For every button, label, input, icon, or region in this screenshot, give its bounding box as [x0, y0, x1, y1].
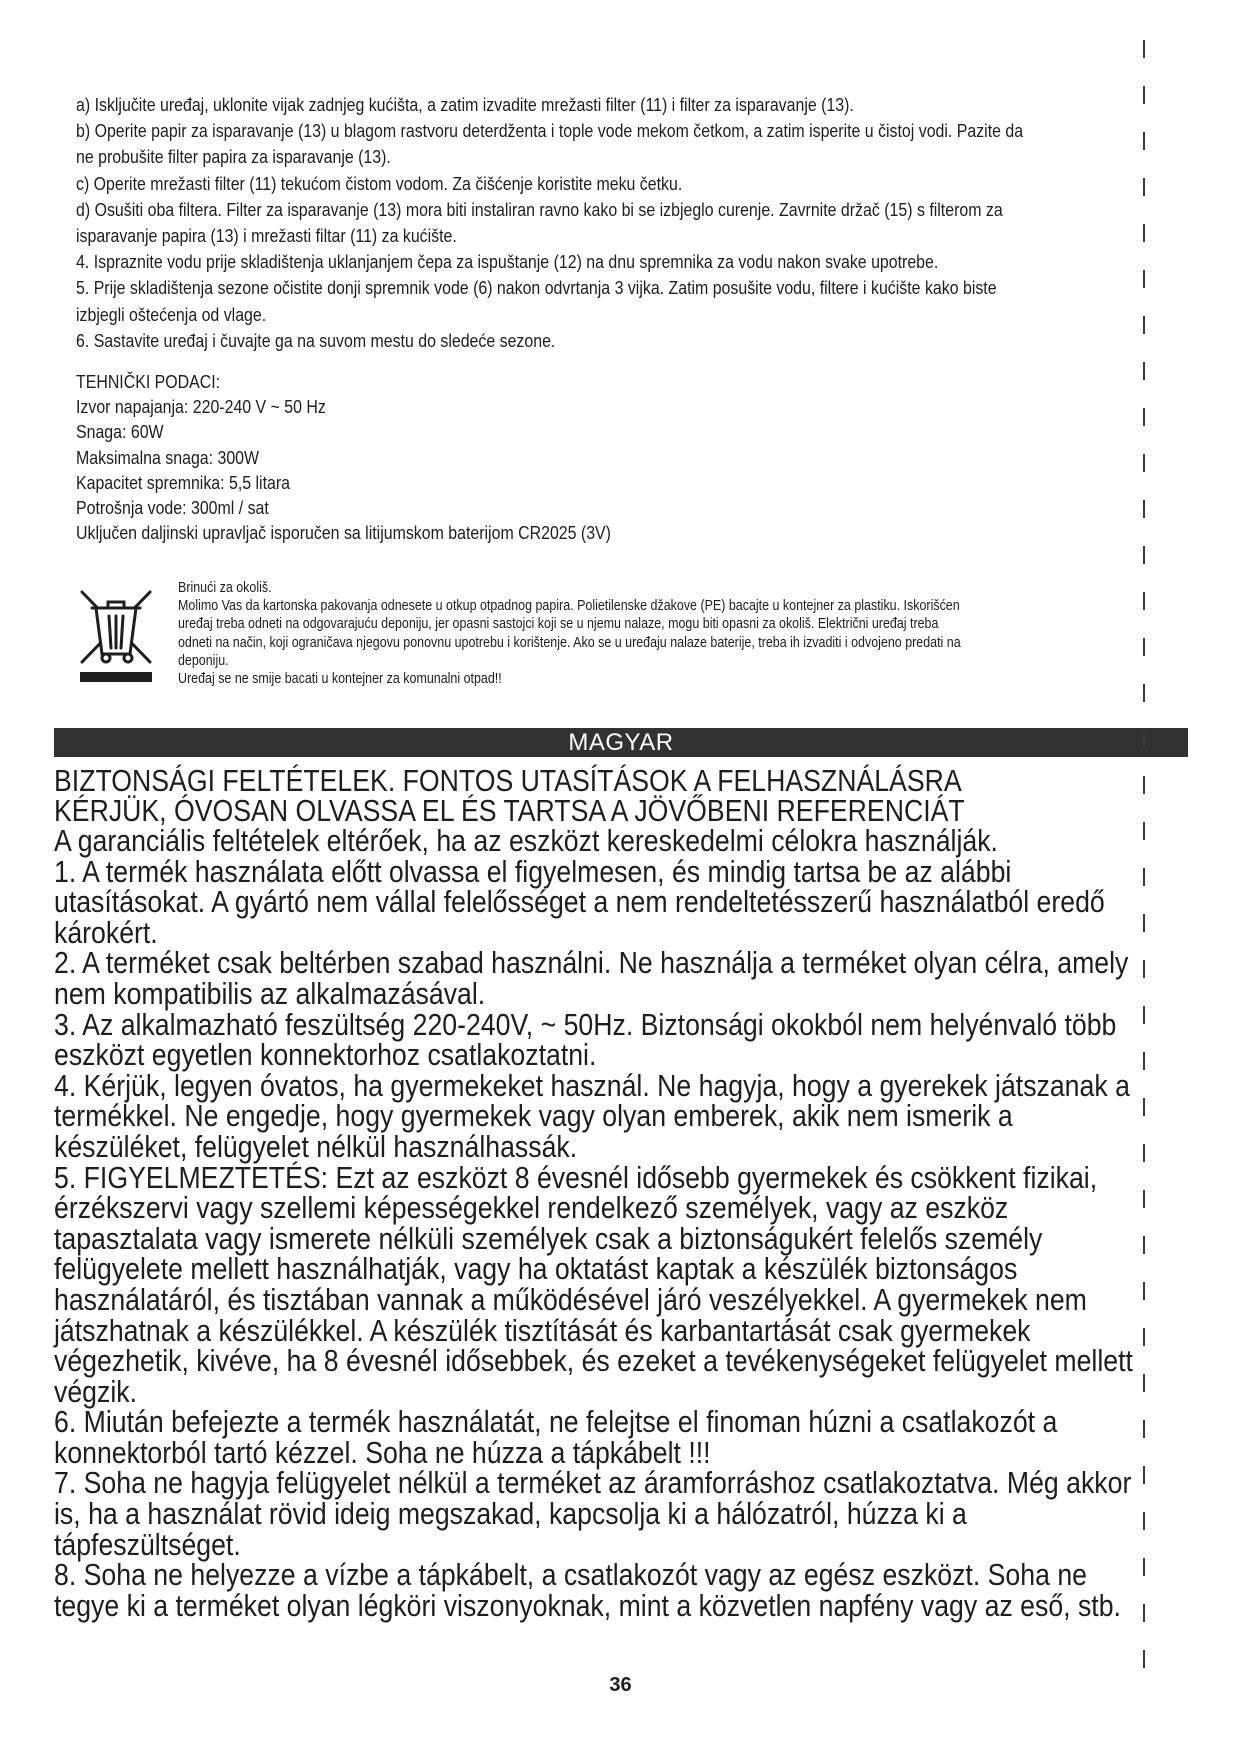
- instruction-d: d) Osušiti oba filtera. Filter za isparavanje (13) mora biti instaliran ravno kako bi se izbjeglo curenje. Zavrnite držač (15) s filterom za isparavanje papira (13) i mrežasti filtar (11) za kućište.: [76, 198, 1003, 247]
- margin-mark: [1143, 454, 1145, 472]
- safety-item-7: 7. Soha ne hagyja felügyelet nélkül a terméket az áramforráshoz csatlakoztatva. Még akkor is, ha a használat rövid ideig megszakad, kapcsolja ki a hálózatról, húzza ki a tápfeszültséget.: [54, 1465, 1132, 1562]
- margin-mark: [1143, 1558, 1145, 1576]
- environment-notice: [178, 579, 1168, 688]
- safety-item-8: 8. Soha ne helyezze a vízbe a tápkábelt, a csatlakozót vagy az egész eszközt. Soha ne tegye ki a terméket olyan légköri viszonyoknak, mint a közvetlen napfény vagy az eső, stb.: [54, 1557, 1121, 1623]
- margin-mark: [1143, 1466, 1145, 1484]
- margin-mark: [1143, 362, 1145, 380]
- crossed-out-wheelie-bin-icon: [76, 588, 156, 688]
- margin-mark: [1143, 592, 1145, 610]
- margin-marks: [1143, 40, 1147, 1710]
- margin-mark: [1143, 1282, 1145, 1300]
- margin-mark: [1143, 132, 1145, 150]
- margin-mark: [1143, 500, 1145, 518]
- margin-mark: [1143, 1328, 1145, 1346]
- margin-mark: [1143, 822, 1145, 840]
- margin-mark: [1143, 730, 1145, 748]
- margin-mark: [1143, 40, 1145, 58]
- instruction-4: 4. Ispraznite vodu prije skladištenja uklanjanjem čepa za ispuštanje (12) na dnu spremnika za vodu nakon svake upotrebe.: [76, 251, 939, 273]
- environment-heading: Brinući za okoliš.: [178, 580, 272, 596]
- margin-mark: [1143, 178, 1145, 196]
- margin-mark: [1143, 960, 1145, 978]
- margin-mark: [1143, 316, 1145, 334]
- margin-mark: [1143, 408, 1145, 426]
- safety-item-2: 2. A terméket csak beltérben szabad használni. Ne használja a terméket olyan célra, amely nem kompatibilis az alkalmazásával.: [54, 945, 1129, 1011]
- language-banner: MAGYAR: [54, 728, 1188, 757]
- spec-remote-battery: Uključen daljinski upravljač isporučen sa litijumskom baterijom CR2025 (3V): [76, 522, 611, 544]
- safety-item-5: 5. FIGYELMEZTETÉS: Ezt az eszközt 8 évesnél idősebb gyermekek és csökkent fizikai, érzékszervi vagy szellemi képességekkel rendelkező személyek, vagy az eszköz tapasztalata vagy ismerete nélküli személyek csak a biztonságukért felelős személy felügyelete mellett használhatják, vagy ha oktatást kaptak a készülék biztonságos használatáról, és tisztában vannak a működésével járó veszélyekkel. A gyermekek nem játszhatnak a készülékkel. A készülék tisztítását és karbantartását csak gyermekek végezhetik, kivéve, ha 8 évesnél idősebbek, és ezeket a tevékenységeket felügyelet mellett végzik.: [54, 1159, 1133, 1409]
- spec-max-power: Maksimalna snaga: 300W: [76, 446, 260, 468]
- cleaning-instructions: [76, 92, 1166, 354]
- margin-mark: [1143, 1052, 1145, 1070]
- instruction-5: 5. Prije skladištenja sezone očistite donji spremnik vode (6) nakon odvrtanja 3 vijka. Zatim posušite vodu, filtere i kućište kako biste izbjegli oštećenja od vlage.: [76, 277, 997, 325]
- specs-heading: TEHNIČKI PODACI:: [76, 371, 221, 392]
- spec-tank-capacity: Kapacitet spremnika: 5,5 litara: [76, 471, 291, 493]
- margin-mark: [1143, 1650, 1145, 1668]
- instruction-b: b) Operite papir za isparavanje (13) u blagom rastvoru deterdženta i tople vode mekom četkom, a zatim isperite u čistoj vodi. Pazite da ne probušite filter papira za isparavanje (13).: [76, 120, 1024, 168]
- margin-mark: [1143, 684, 1145, 702]
- margin-mark: [1143, 546, 1145, 564]
- margin-mark: [1143, 1604, 1145, 1622]
- safety-item-6: 6. Miután befejezte a termék használatát, ne felejtse el finoman húzni a csatlakozót a konnektorból tartó kézzel. Soha ne húzza a tápkábelt !!!: [54, 1404, 1058, 1470]
- instruction-a: a) Isključite uređaj, uklonite vijak zadnjeg kućišta, a zatim izvadite mrežasti filter (11) i filter za isparavanje (13).: [76, 94, 854, 115]
- environment-warning: Uređaj se ne smije bacati u kontejner za komunalni otpad!!: [178, 671, 502, 688]
- safety-item-1: 1. A termék használata előtt olvassa el figyelmesen, és mindig tartsa be az alábbi utasításokat. A gyártó nem vállal felelősséget a nem rendeltetésszerű használatból eredő károkért.: [54, 853, 1105, 950]
- margin-mark: [1143, 1512, 1145, 1530]
- margin-mark: [1143, 1144, 1145, 1162]
- safety-item-4: 4. Kérjük, legyen óvatos, ha gyermekeket használ. Ne hagyja, hogy a gyerekek játszanak a termékkel. Ne engedje, hogy gyermekek vagy olyan emberek, akik nem ismerik a készüléket, felügyelet nélkül használhassák.: [54, 1067, 1130, 1164]
- margin-mark: [1143, 270, 1145, 288]
- environment-body: Molimo Vas da kartonska pakovanja odnesete u otkup otpadnog papira. Polietilenske džakove (PE) bacajte u kontejner za plastiku. Iskorišćen uređaj treba odneti na odgovarajuću deponiju, jer opasni sastojci koji se u njemu nalaze, mogu biti opasni za okoliš. Električni uređaj treba odneti na način, koji ograničava njegovu ponovnu upotrebu i korištenje. Ako se u uređaju nalaze baterije, treba ih izvaditi i odvojeno predati na deponiju.: [178, 598, 961, 669]
- hungarian-safety-section: [54, 763, 1179, 1623]
- margin-mark: [1143, 1420, 1145, 1438]
- technical-specs: [76, 369, 1166, 545]
- margin-mark: [1143, 224, 1145, 242]
- spec-power-source: Izvor napajanja: 220-240 V ~ 50 Hz: [76, 396, 326, 418]
- margin-mark: [1143, 868, 1145, 886]
- page-number: 36: [609, 1674, 632, 1696]
- safety-title: BIZTONSÁGI FELTÉTELEK. FONTOS UTASÍTÁSOK A FELHASZNÁLÁSRA KÉRJÜK, ÓVOSAN OLVASSA EL ÉS TARTSA A JÖVŐBENI REFERENCIÁT: [54, 763, 965, 828]
- margin-mark: [1143, 1236, 1145, 1254]
- margin-mark: [1143, 86, 1145, 104]
- margin-mark: [1143, 1374, 1145, 1392]
- margin-mark: [1143, 914, 1145, 932]
- safety-intro: A garanciális feltételek eltérőek, ha az eszközt kereskedelmi célokra használják.: [54, 823, 998, 858]
- instruction-c: c) Operite mrežasti filter (11) tekućom čistom vodom. Za čišćenje koristite meku četku.: [76, 172, 683, 194]
- margin-mark: [1143, 1190, 1145, 1208]
- safety-item-3: 3. Az alkalmazható feszültség 220-240V, ~ 50Hz. Biztonsági okokból nem helyénvaló több eszközt egyetlen konnektorhoz csatlakoztatni.: [54, 1006, 1117, 1073]
- spec-power: Snaga: 60W: [76, 421, 164, 443]
- margin-mark: [1143, 776, 1145, 794]
- instruction-6: 6. Sastavite uređaj i čuvajte ga na suvom mestu do sledeće sezone.: [76, 329, 556, 351]
- margin-mark: [1143, 1098, 1145, 1116]
- margin-mark: [1143, 1006, 1145, 1024]
- spec-water-consumption: Potrošnja vode: 300ml / sat: [76, 497, 269, 519]
- margin-mark: [1143, 638, 1145, 656]
